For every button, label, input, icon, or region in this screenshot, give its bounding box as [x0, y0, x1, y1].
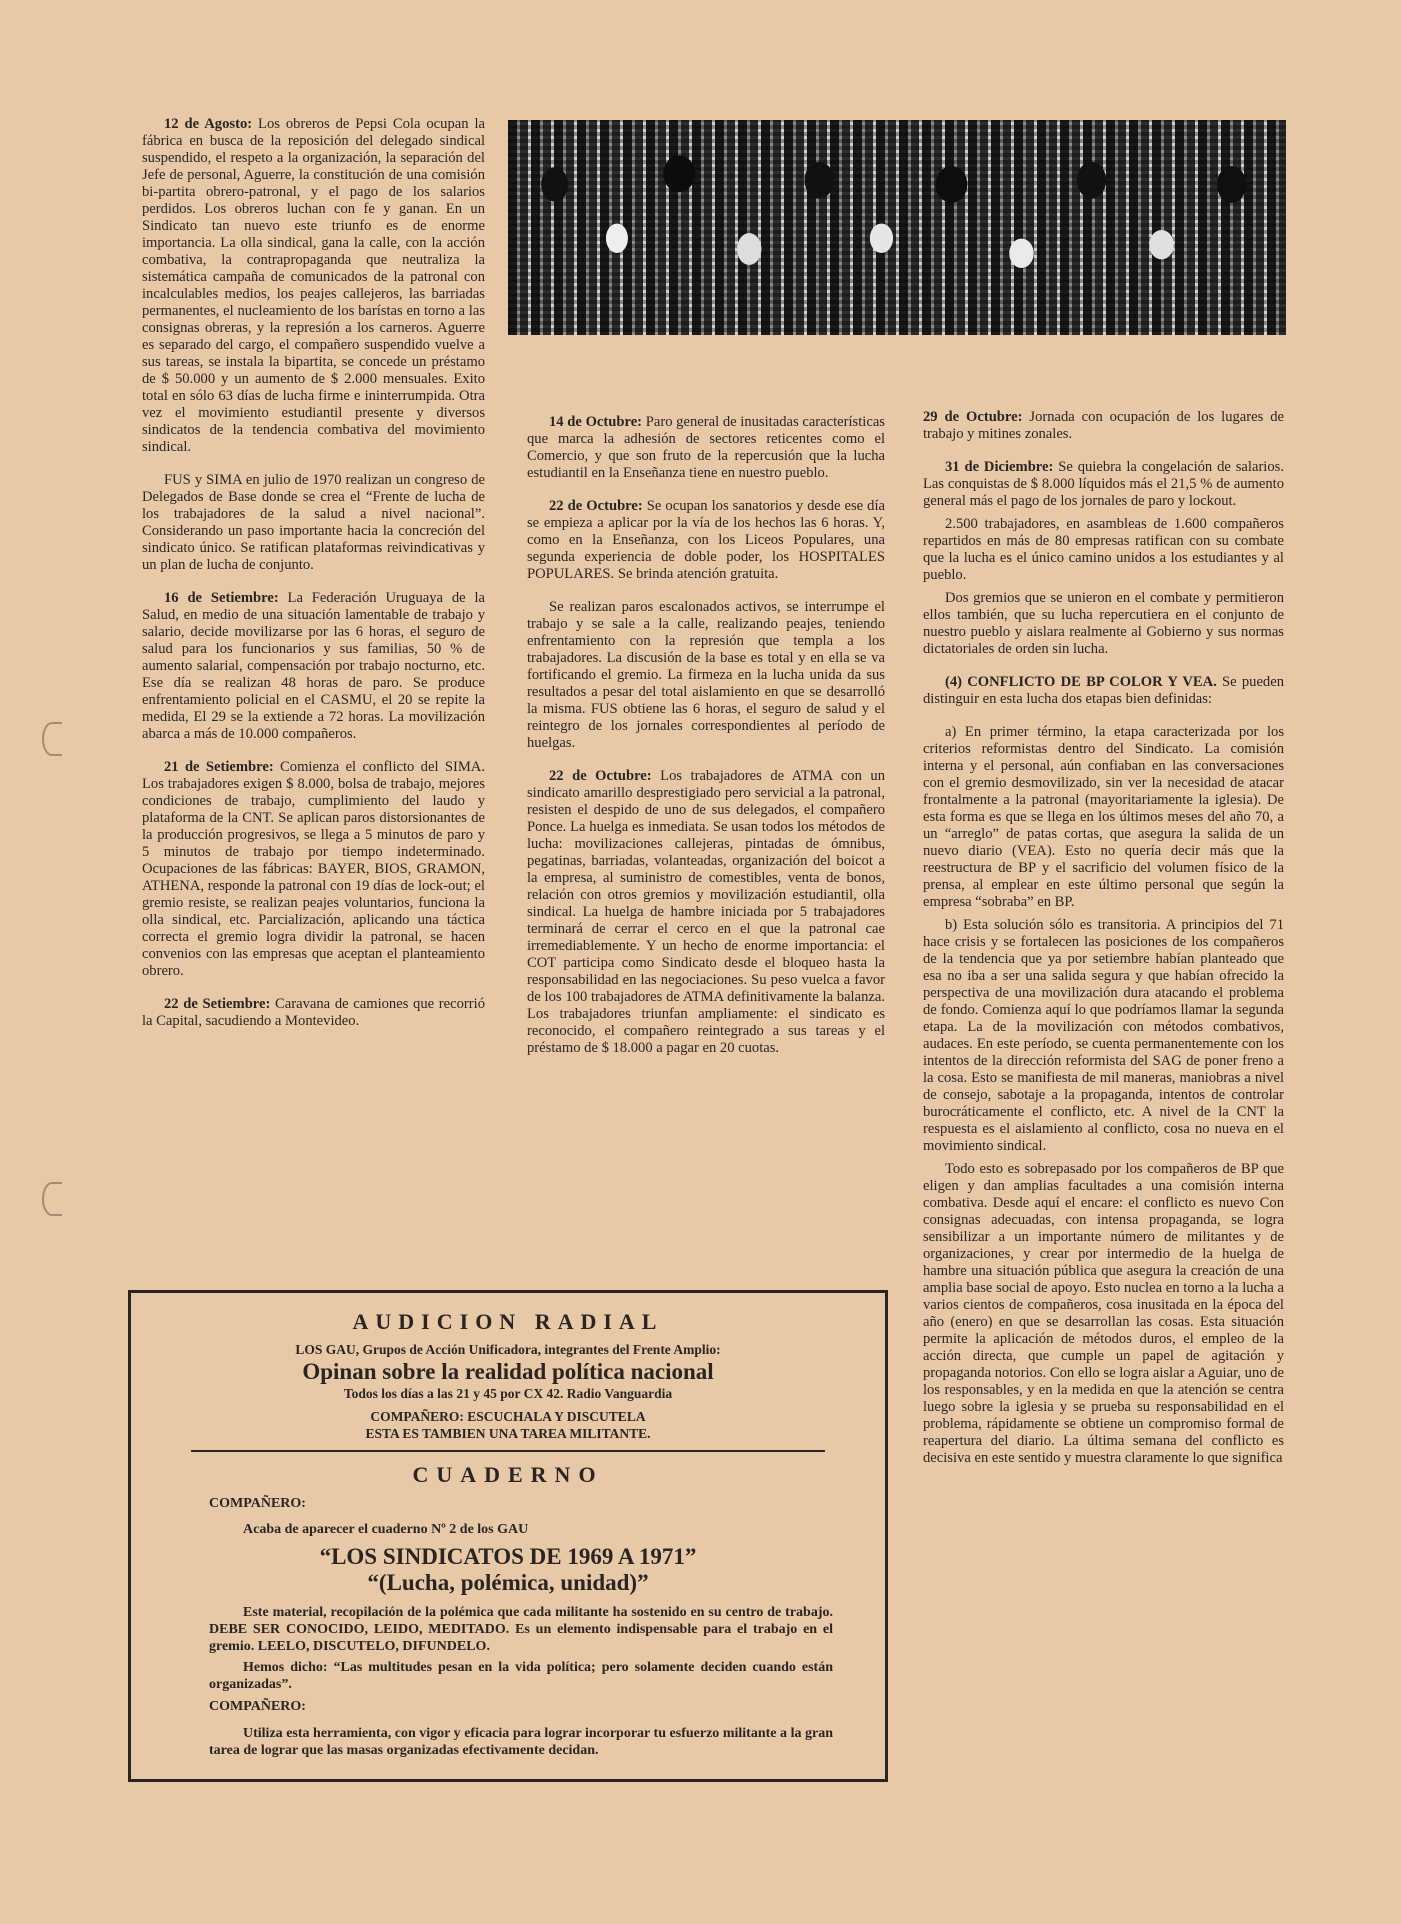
column-right — [923, 409, 1284, 1483]
paragraph-text: Se quiebra la congelación de salarios. Las conquistas de $ 8.000 líquidos más el 21,5 % de aumento general más el pago de los jornales de paro y lockout. — [923, 459, 1284, 509]
paragraph — [923, 459, 1284, 510]
paragraph-text: FUS y SIMA en julio de 1970 realizan un congreso de Delegados de Base donde se crea el “Frente de lucha de los trabajadores de la salud a nivel nacional”. Considerando un paso importante hacia la concreción del sindicato único. Se ratifican plataformas reivindicativas y un plan de lucha de conjunto. — [142, 472, 485, 573]
ad-headline: Opinan sobre la realidad política nacional — [302, 1359, 714, 1384]
divider — [191, 1450, 825, 1452]
paragraph-text: La Federación Uruguaya de la Salud, en medio de una situación lamentable de trabajo y salario, decide movilizarse por las 6 horas, el seguro de salud para los funcionarios y sus familias, 50 % de aumento salarial, compensación por trabajo nocturno, etc. Ese día se realizan 48 horas de paro. Se produce enfrentamiento policial en el CASMU, el 20 se repite la medida, El 29 se la extiende a 72 horas. La movilización abarca a más de 10.000 compañeros. — [142, 590, 485, 742]
paragraph — [142, 472, 485, 574]
date-lead: 14 de Octubre: — [549, 414, 643, 430]
paragraph-text: 2.500 trabajadores, en asambleas de 1.600 compañeros repartidos en más de 80 empresas ratifican con su combate que la lucha es el único camino unidos a los estudiantes y al pueblo. — [923, 516, 1284, 583]
ad-label: COMPAÑERO: — [209, 1496, 306, 1511]
column-left — [142, 116, 485, 1046]
paragraph-text: b) Esta solución sólo es transitoria. A principios del 71 hace crisis y se fortalecen las posiciones de los compañeros de la tendencia que ya por setiembre habían planteado que esa no iba a ser una salida segura y que habían ofrecido la perspectiva de una movilización dura atacando el problema de fondo. Comienza aquí lo que podríamos llamar la segunda etapa. La de la movilización con métodos combativos, audaces. En este período, se cuenta permanentemente con los intentos de la dirección reformista del SAG de poner freno a la cosa. Esto se manifiesta de mil maneras, maniobras a nivel de consejo, sabotaje a la propaganda, intentos de controlar burocráticamente el conflicto, etc. A nivel de la CNT la respuesta es el aislamiento al conflicto, cosa no nueva en el movimiento sindical. — [923, 917, 1284, 1154]
paragraph — [923, 409, 1284, 443]
paragraph-text: Caravana de camiones que recorrió la Capital, sacudiendo a Montevideo. — [142, 996, 485, 1029]
paragraph — [142, 996, 485, 1030]
paragraph — [142, 759, 485, 980]
paragraph-text: Los obreros de Pepsi Cola ocupan la fábrica en busca de la reposición del delegado sindical suspendido, el respeto a la organización, la separación del Jefe de personal, Aguerre, la constitución de una comisión bi-partita obrero-patronal, y el pago de los salarios perdidos. Los obreros luchan con fe y ganan. En un Sindicato tan nuevo este triunfo es de enorme importancia. La olla sindical, gana la calle, con la acción combativa, la contrapropaganda que neutraliza la sistemática campaña de comunicados de la patronal con incalculables medios, los peajes callejeros, las barriadas permanentes, el nucleamiento de los barístas en torno a las consignas obreras, y la represión a los carneros. Aguerre es separado del cargo, el compañero suspendido vuelve a sus tareas, se instala la bipartita, se concede un préstamo de $ 50.000 y un aumento de $ 2.000 mensuales. Exito total en sólo 63 días de lucha firme e ininterrumpida. Otra vez el movimiento estudiantil presente y diversos sindicatos de la tendencia combativa del movimiento sindical. — [142, 116, 485, 455]
ad-body: Hemos dicho: “Las multitudes pesan en la vida política; pero solamente deciden cuando están organizadas”. — [209, 1660, 833, 1692]
paragraph-text: Comienza el conflicto del SIMA. Los trabajadores exigen $ 8.000, bolsa de trabajo, mejores condiciones de trabajo, cumplimiento del laudo y plataforma de la CNT. Se aplican paros distorsionantes de la producción progresivos, se llega a 5 minutos de paro y 5 minutos de trabajo por tiempo indeterminado. Ocupaciones de las fábricas: BAYER, BIOS, GRAMON, ATHENA, responde la patronal con 19 días de lock-out; el gremio resiste, se realizan peajes voluntarios, funciona la olla sindical, etc. Parcialización, aplicando una táctica correcta el gremio logra dividir la patronal, se hacen convenios con las empresas que aceptan el planteamiento obrero. — [142, 759, 485, 979]
column-middle — [527, 414, 885, 1073]
paragraph — [527, 768, 885, 1057]
ad-line: Todos los días a las 21 y 45 por CX 42. Radio Vanguardia — [343, 1386, 673, 1401]
paragraph — [923, 516, 1284, 584]
ad-body: Utiliza esta herramienta, con vigor y eficacia para lograr incorporar tu esfuerzo militante a la gran tarea de lograr que las masas organizadas efectivamente decidan. — [209, 1726, 833, 1758]
paragraph-text: Todo esto es sobrepasado por los compañeros de BP que eligen y dan amplias facultades a una comisión interna combativa. Desde aquí el encare: el conflicto es nuevo Con consignas adecuadas, con intensa propaganda, se logra sensibilizar a un importante número de militantes y de organizaciones, y crear por intermedio de la huelga de hambre una situación pública que asegura la creación de una amplia base social de apoyo. Esto nuclea en torno a la lucha a varios cientos de compañeros, cosa inusitada en la época del año (enero) en que se desarrollan las cosas. Esta situación permite la aplicación de métodos duros, el empleo de la acción directa, que cumple un papel de agitación y propaganda notorios. Con ello se logra aislar a Aguiar, uno de los responsables, y en la medida en que la atención se centra luego sobre la iglesia y se prueba su responsabilidad en el problema, rápidamente se obtiene un compromiso formal de reapertura del diario. La última semana del conflicto es decisiva en este sentido y muestra claramente lo que significa — [923, 1161, 1284, 1466]
paragraph-text: Jornada con ocupación de los lugares de trabajo y mitines zonales. — [923, 409, 1284, 442]
paragraph — [527, 498, 885, 583]
date-lead: (4) CONFLICTO DE BP COLOR Y VEA. — [945, 674, 1217, 690]
date-lead: 16 de Setiembre: — [164, 590, 279, 606]
advertisement-box — [128, 1290, 888, 1782]
paragraph — [923, 590, 1284, 658]
crowd-photo — [508, 120, 1286, 335]
paragraph-text: Dos gremios que se unieron en el combate y permitieron ellos también, que su lucha repercutiera en el conjunto de nuestro pueblo y aislara realmente al Gobierno y sus normas dictatoriales de orden sin lucha. — [923, 590, 1284, 657]
book-title: “LOS SINDICATOS DE 1969 A 1971” — [319, 1544, 697, 1569]
ad-body: Este material, recopilación de la polémica que cada militante ha sostenido en su centro de trabajo. DEBE SER CONOCIDO, LEIDO, MEDITADO. Es un elemento indispensable para el trabajo en el gremio. LEELO, DISCUTELO, DIFUNDELO. — [209, 1605, 833, 1654]
paragraph-text: Se realizan paros escalonados activos, se interrumpe el trabajo y se sale a la calle, realizando peajes, teniendo enfrentamiento con la represión que templa a los trabajadores. La discusión de la base es total y en ella se va fortificando el gremio. La firmeza en la lucha unida da sus resultados a pesar del total aislamiento en que se desarrolló la misma. FUS obtiene las 6 horas, el seguro de salud y el reintegro de los jornales correspondientes al período de huelgas. — [527, 599, 885, 751]
ad-line: COMPAÑERO: ESCUCHALA Y DISCUTELA — [370, 1409, 646, 1424]
paragraph — [527, 414, 885, 482]
date-lead: 22 de Setiembre: — [164, 996, 271, 1012]
book-subtitle: “(Lucha, polémica, unidad)” — [367, 1570, 649, 1595]
date-lead: 22 de Octubre: — [549, 498, 643, 514]
date-lead: 29 de Octubre: — [923, 409, 1023, 425]
cuaderno-title: CUADERNO — [412, 1462, 604, 1487]
paragraph — [923, 917, 1284, 1155]
date-lead: 22 de Octubre: — [549, 768, 652, 784]
paragraph — [923, 1161, 1284, 1467]
paragraph-text: a) En primer término, la etapa caracterizada por los criterios reformistas dentro del Sindicato. La comisión interna y el personal, aún confiaban en las conversaciones con el gremio desmovilizado, sin ver la necesidad de atacar frontalmente a la patronal (mayoritariamente la iglesia). De esta forma es que se llega en los últimos meses del año 70, a un “arreglo” de patas cortas, que asegura la salida de un nuevo diario (VEA). Esto no quería decir más que la reestructura de BP y el sacrificio del volumen físico de la prensa, al emplear en este último personal que según la empresa “sobraba” en BP. — [923, 724, 1284, 910]
paragraph-text: Se pueden distinguir en esta lucha dos etapas bien definidas: — [923, 674, 1284, 707]
binder-hole — [42, 722, 62, 756]
paragraph — [923, 674, 1284, 708]
paragraph-text: Los trabajadores de ATMA con un sindicato amarillo desprestigiado pero servicial a la patronal, resisten el despido de uno de sus delegados, el compañero Ponce. La huelga es inmediata. Se usan todos los métodos de lucha: movilizaciones callejeras, pintadas de ómnibus, pegatinas, barriadas, volanteadas, organización del boicot a la empresa, al suministro de comestibles, venta de bonos, relación con otros gremios y movilización estudiantil, olla sindical. La huelga de hambre iniciada por 5 trabajadores terminará de cerrar el cerco en el que la patronal cae irremediablemente. Y un hecho de enorme importancia: el COT participa como Sindicato desde el bloqueo hasta la responsabilidad en las negociaciones. Su peso vuelca a favor de los 100 trabajadores de ATMA definitivamente la balanza. Los trabajadores triunfan ampliamente: el sindicato es reconocido, el compañero reintegrado a sus tareas y el préstamo de $ 18.000 a pagar en 20 cuotas. — [527, 768, 885, 1056]
ad-announce: Acaba de aparecer el cuaderno Nº 2 de los GAU — [243, 1522, 529, 1537]
date-lead: 12 de Agosto: — [164, 116, 253, 132]
paragraph — [923, 724, 1284, 911]
paragraph-text: Paro general de inusitadas características que marca la adhesión de sectores reticentes como el Comercio, y que son fruto de la repercusión que la lucha estudiantil en la Enseñanza tiene en nuestro pueblo. — [527, 414, 885, 481]
paragraph — [527, 599, 885, 752]
paragraph-text: Se ocupan los sanatorios y desde ese día se empieza a aplicar por la vía de los hechos las 6 horas. Y, como en la Enseñanza, con los Liceos Populares, una segunda experiencia de doble poder, los HOSPITALES POPULARES. Se brinda atención gratuita. — [527, 498, 885, 582]
date-lead: 21 de Setiembre: — [164, 759, 274, 775]
paragraph — [142, 116, 485, 456]
ad-label: COMPAÑERO: — [209, 1699, 306, 1714]
ad-line: LOS GAU, Grupos de Acción Unificadora, integrantes del Frente Amplio: — [295, 1342, 721, 1357]
ad-title: AUDICION RADIAL — [352, 1309, 664, 1334]
ad-line: ESTA ES TAMBIEN UNA TAREA MILITANTE. — [365, 1426, 651, 1441]
binder-hole — [42, 1182, 62, 1216]
paragraph — [142, 590, 485, 743]
date-lead: 31 de Diciembre: — [945, 459, 1054, 475]
